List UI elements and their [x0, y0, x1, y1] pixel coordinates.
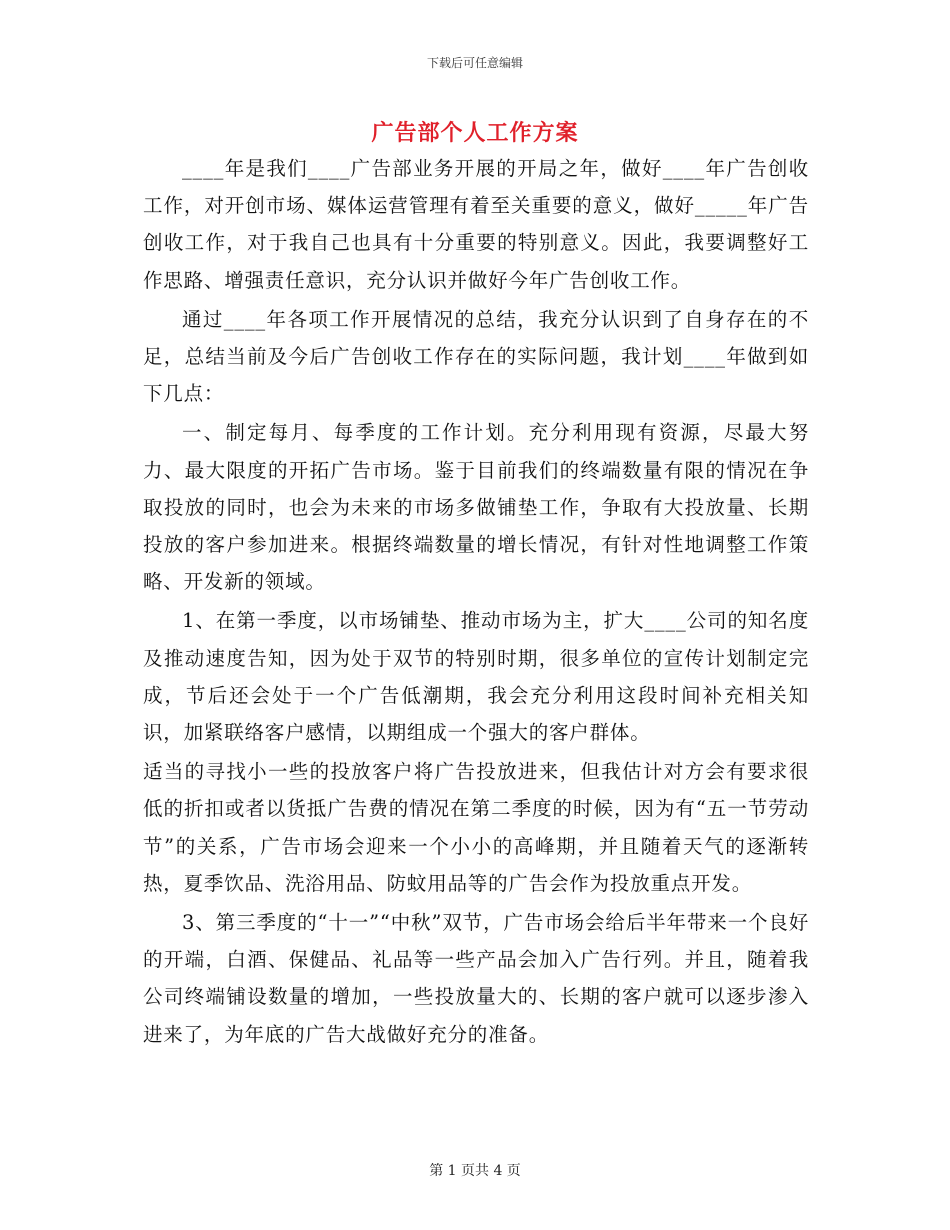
document-title: 广告部个人工作方案 — [371, 120, 579, 146]
paragraph-intro: ____年是我们____广告部业务开展的开局之年，做好____年广告创收工作，对开创市场、媒体运营管理有着至关重要的意义，做好_____年广告创收工作，对于我自己也具有十分重要的特别意义。因此，我要调整好工作思路、增强责任意识，充分认识并做好今年广告创收工作。 — [143, 157, 809, 292]
paragraph-second-quarter: 适当的寻找小一些的投放客户将广告投放进来，但我估计对方会有要求很低的折扣或者以货抵广告费的情况在第二季度的时候，因为有“五一节劳动节”的关系，广告市场会迎来一个小小的高峰期，并且随着天气的逐渐转热，夏季饮品、洗浴用品、防蚊用品等的广告会作为投放重点开发。 — [143, 760, 809, 895]
paragraph-summary: 通过____年各项工作开展情况的总结，我充分认识到了自身存在的不足，总结当前及今后广告创收工作存在的实际问题，我计划____年做到如下几点： — [143, 307, 809, 406]
document-body — [143, 150, 809, 1053]
paragraph-third-quarter: 3、第三季度的“十一”“中秋”双节，广告市场会给后半年带来一个良好的开端，白酒、保健品、礼品等一些产品会加入广告行列。并且，随着我公司终端铺设数量的增加，一些投放量大的、长期的客户就可以逐步渗入进来了，为年底的广告大战做好充分的准备。 — [143, 911, 809, 1046]
paragraph-first-quarter: 1、在第一季度，以市场铺垫、推动市场为主，扩大____公司的知名度及推动速度告知，因为处于双节的特别时期，很多单位的宣传计划制定完成，节后还会处于一个广告低潮期，我会充分利用这段时间补充相关知识，加紧联络客户感情，以期组成一个强大的客户群体。 — [143, 609, 809, 745]
header-note: 下载后可任意编辑 — [426, 56, 523, 70]
paragraph-section-one: 一、制定每月、每季度的工作计划。充分利用现有资源，尽最大努力、最大限度的开拓广告市场。鉴于目前我们的终端数量有限的情况在争取投放的同时，也会为未来的市场多做铺垫工作，争取有大投放量、长期投放的客户参加进来。根据终端数量的增长情况，有针对性地调整工作策略、开发新的领域。 — [143, 421, 809, 594]
page-footer: 第 1 页共 4 页 — [429, 1163, 521, 1179]
